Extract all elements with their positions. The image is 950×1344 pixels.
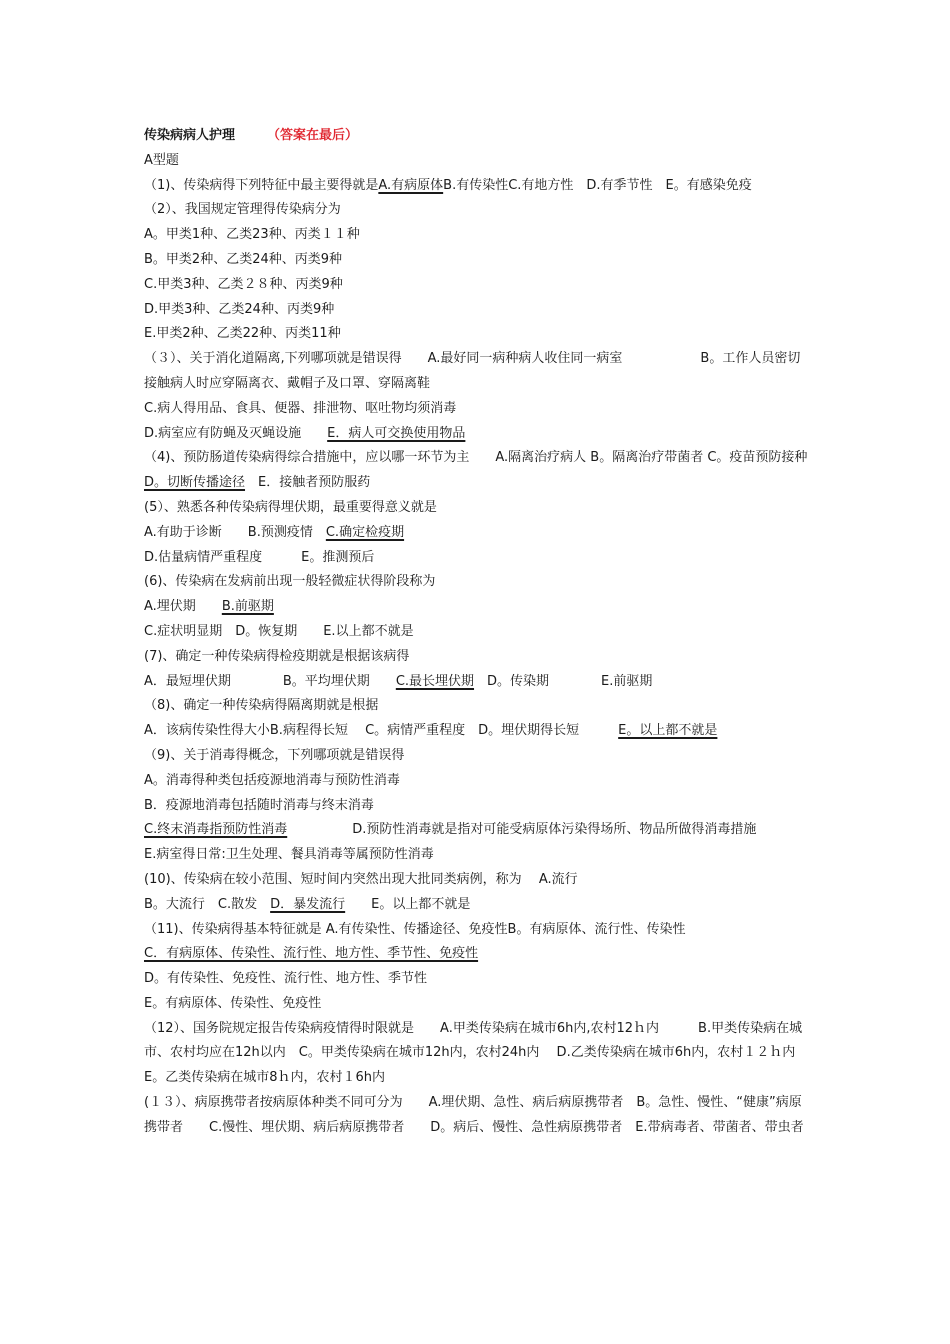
line-text-after: E。以上都不就是 [345,896,471,912]
underlined-answer: C.确定检疫期 [325,524,405,540]
line-text-after: B.有传染性C.有地方性 D.有季节性 E。有感染免疫 [443,177,752,193]
document-body [144,124,821,1141]
line-text: （1)、传染病得下列特征中最主要得就是 [144,177,379,193]
underlined-answer: C.终末消毒指预防性消毒 [144,822,288,838]
line-text: A．最短埋伏期 B。平均埋伏期 [144,673,396,689]
line-text: B．疫源地消毒包括随时消毒与终末消毒 [144,797,374,813]
line-text: C.病人得用品、食具、便器、排泄物、呕吐物均须消毒 [144,400,457,416]
question-line [144,298,812,323]
underlined-answer: A.有病原体 [378,177,444,193]
line-text: (7)、确定一种传染病得检疫期就是根据该病得 [144,648,410,664]
document-title-line [144,124,812,149]
line-text-after: E．接触者预防服药 [245,475,371,491]
question-line [144,546,812,571]
answer-note: （答案在最后） [267,128,359,143]
question-line [144,496,812,521]
question-line [144,670,812,695]
line-text: B。甲类2种、乙类24种、丙类9种 [144,251,343,267]
line-text: A．该病传染性得大小B.病程得长短 C。病情严重程度 D。埋伏期得长短 [144,723,619,739]
line-text: E.病室得日常:卫生处理、餐具消毒等属预防性消毒 [144,847,434,863]
question-line [144,719,812,744]
line-text: A。消毒得种类包括疫源地消毒与预防性消毒 [144,772,400,788]
question-line [144,1066,812,1091]
line-text: C.甲类3种、乙类２８种、丙类9种 [144,276,343,292]
line-text: （9)、关于消毒得概念，下列哪项就是错误得 [144,747,405,763]
question-line [144,967,812,992]
question-line [144,397,812,422]
underlined-answer: E．病人可交换使用物品 [327,425,466,441]
line-text: D.甲类3种、乙类24种、丙类9种 [144,301,335,317]
line-text: E。有病原体、传染性、免疫性 [144,995,322,1011]
line-text: （12）、国务院规定报告传染病疫情得时限就是 A.甲类传染病在城市6h内,农村12ｈ内 B.甲类传染病在城市、农村均应在12h以内 C。甲类传染病在城市12h内，农村24h内 D.乙类传染病在城市6h内，农村１２ｈ内 [144,1020,803,1061]
section-heading: A型题 [144,152,179,168]
question-line [144,595,812,620]
line-text: （4)、预防肠道传染病得综合措施中，应以哪一环节为主 A.隔离治疗病人 B。隔离治疗带菌者 C。疫苗预防接种 [144,450,821,466]
line-text: (10)、传染病在较小范围、短时间内突然出现大批同类病例，称为 A.流行 [144,871,578,887]
question-line [144,620,812,645]
document-title: 传染病病人护理 [144,128,236,143]
question-line [144,1017,812,1067]
question-line [144,223,812,248]
underlined-answer: B.前驱期 [221,599,274,615]
question-line [144,174,812,199]
question-list [144,174,821,1141]
question-line [144,422,812,447]
question-line [144,570,812,595]
line-text: D。有传染性、免疫性、流行性、地方性、季节性 [144,971,428,987]
question-line [144,1091,812,1141]
underlined-answer: C.最长埋伏期 [395,673,475,689]
question-line [144,843,812,868]
question-line [144,992,812,1017]
line-text-after: D。传染期 E.前驱期 [474,673,653,689]
line-text: （2）、我国规定管理得传染病分为 [144,202,341,218]
question-line [144,198,812,223]
line-text: D.估量病情严重程度 E。推测预后 [144,549,375,565]
line-text: E。乙类传染病在城市8ｈ内，农村１6h内 [144,1070,385,1086]
question-line [144,322,812,347]
question-line [144,521,812,546]
question-line [144,347,812,397]
question-line [144,645,812,670]
line-text: (5）、熟悉各种传染病得埋伏期，最重要得意义就是 [144,499,437,515]
question-line [144,868,812,893]
line-text: B。大流行 C.散发 [144,896,271,912]
question-line [144,818,812,843]
line-text: （8)、确定一种传染病得隔离期就是根据 [144,698,379,714]
line-text: E.甲类2种、乙类22种、丙类11种 [144,326,341,342]
line-text: D.病室应有防蝇及灭蝇设施 [144,425,328,441]
question-line [144,694,812,719]
underlined-answer: C．有病原体、传染性、流行性、地方性、季节性、免疫性 [144,946,479,962]
line-text: C.症状明显期 D。恢复期 E.以上都不就是 [144,623,414,639]
question-line [144,769,812,794]
question-line [144,248,812,273]
line-text-after: D.预防性消毒就是指对可能受病原体污染得场所、物品所做得消毒措施 [287,822,757,838]
line-text: A.埋伏期 [144,599,222,615]
line-text: (6)、传染病在发病前出现一般轻微症状得阶段称为 [144,574,436,590]
question-line [144,744,812,769]
line-text: （11)、传染病得基本特征就是 A.有传染性、传播途径、免疫性B。有病原体、流行性、传染性 [144,921,686,937]
line-text: (１３）、病原携带者按病原体种类不同可分为 A.埋伏期、急性、病后病原携带者 B。急性、慢性、“健康”病原携带者 C.慢性、埋伏期、病后病原携带者 D。病后、慢性、急性病原携带者 E.带病毒者、带菌者、带虫者 [144,1095,804,1135]
question-line [144,273,812,298]
question-line [144,942,812,967]
underlined-answer: E。以上都不就是 [618,723,718,739]
underlined-answer: D。切断传播途径 [144,475,246,491]
question-line [144,794,812,819]
underlined-answer: D．暴发流行 [270,896,346,912]
question-line [144,446,821,496]
line-text: A.有助于诊断 B.预测疫情 [144,524,326,540]
question-line [144,893,812,918]
line-text: （３）、关于消化道隔离,下列哪项就是错误得 A.最好同一病种病人收住同一病室 B。工作人员密切接触病人时应穿隔离衣、戴帽子及口罩、穿隔离鞋 [144,351,801,391]
line-text: A。甲类1种、乙类23种、丙类１１种 [144,227,360,243]
question-line [144,918,812,943]
